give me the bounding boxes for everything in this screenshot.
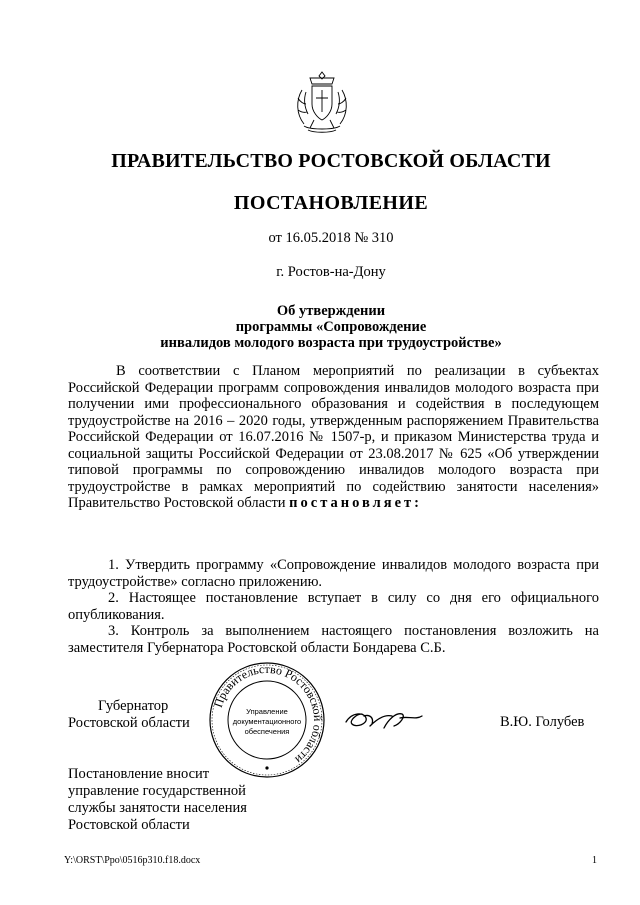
coat-of-arms-emblem — [290, 68, 354, 136]
official-seal-stamp — [207, 660, 327, 780]
document-title — [60, 303, 602, 351]
note-line: управление государственной — [68, 783, 246, 799]
submitted-by-note — [68, 766, 288, 834]
file-path-footer: Y:\ORST\Ppo\0516p310.f18.docx — [64, 855, 201, 866]
decree-item: 1. Утвердить программу «Сопровождение инвалидов молодого возраста при трудоустройстве» согласно приложению. — [68, 557, 599, 590]
position-line: Губернатор — [98, 698, 169, 714]
seal-inner-line: Управление — [246, 707, 288, 716]
decree-items — [68, 557, 599, 656]
title-line: программы «Сопровождение — [235, 319, 427, 335]
signatory-position — [68, 698, 208, 731]
seal-inner-line: обеспечения — [244, 727, 290, 736]
preamble-text: В соответствии с Планом мероприятий по реализации в субъектах Российской Федерации программ сопровождения инвалидов молодого возраста при получении ими профессионального образования и содействия в последующем трудоустройстве на 2016 – 2020 годы, утвержденным распоряжением Правительства Российской Федерации от 16.07.2016 № 1507-р, и приказом Министерства труда и социальной защиты Российской Федерации от 23.08.2017 № 625 «Об утверждении типовой программы по сопровождению инвалидов молодого возраста при трудоустройстве в рамках мероприятий по содействию занятости населения» Правительство Ростовской области — [68, 363, 599, 511]
document-type: ПОСТАНОВЛЕНИЕ — [233, 192, 429, 214]
note-line: Постановление вносит — [68, 766, 210, 782]
signatory-name: В.Ю. Голубев — [500, 714, 585, 730]
seal-ring-text: Правительство Ростовской области — [210, 661, 326, 767]
decree-word: постановляет: — [289, 495, 423, 511]
page-number: 1 — [592, 855, 597, 866]
document-city: г. Ростов-на-Дону — [276, 264, 386, 280]
seal-inner-line: документационного — [232, 717, 302, 726]
decree-item: 3. Контроль за выполнением настоящего постановления возложить на заместителя Губернатора Ростовской области Бондарева С.Б. — [68, 623, 599, 656]
note-line: Ростовской области — [68, 817, 190, 833]
handwritten-signature — [340, 700, 440, 740]
title-line: инвалидов молодого возраста при трудоустройстве» — [160, 335, 502, 351]
title-line: Об утверждении — [276, 303, 386, 319]
position-line: Ростовской области — [68, 714, 190, 731]
government-name: ПРАВИТЕЛЬСТВО РОСТОВСКОЙ ОБЛАСТИ — [111, 150, 551, 172]
preamble-paragraph — [68, 363, 599, 512]
decree-item: 2. Настоящее постановление вступает в силу со дня его официального опубликования. — [68, 590, 599, 623]
document-date-number: от 16.05.2018 № 310 — [268, 230, 394, 246]
note-line: службы занятости населения — [68, 800, 247, 816]
